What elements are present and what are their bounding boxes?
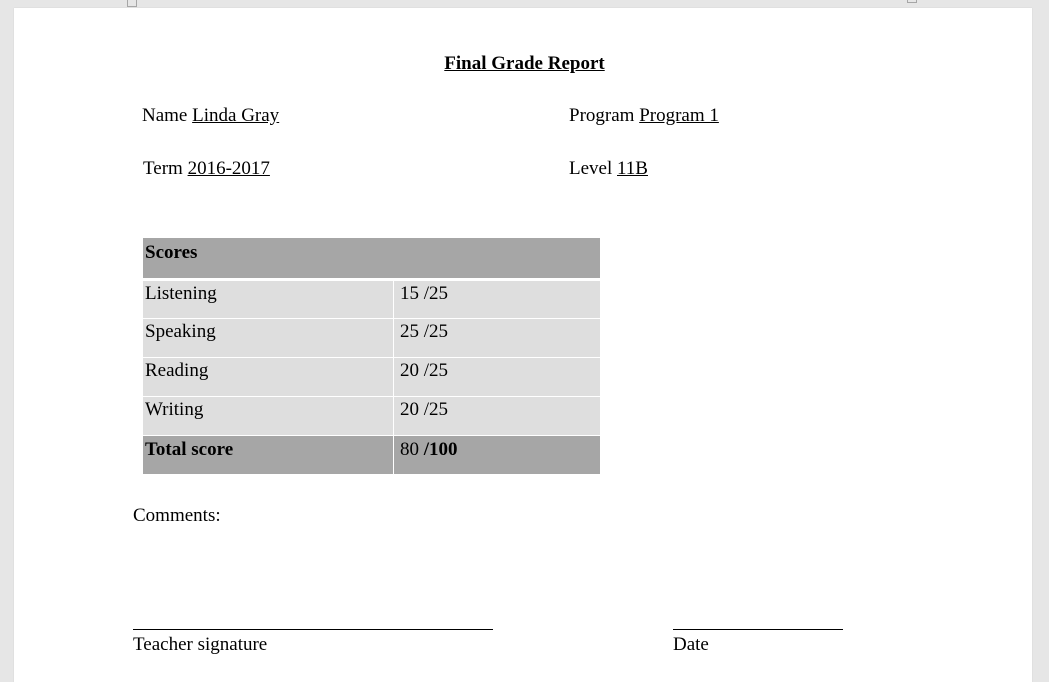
total-max: /100 <box>423 439 458 460</box>
term-label: Term <box>143 158 183 179</box>
total-label: Total score <box>143 436 394 475</box>
program-value: Program 1 <box>639 105 719 126</box>
scores-header-row <box>143 238 601 280</box>
crop-mark-left <box>127 0 137 7</box>
level-label: Level <box>569 158 613 179</box>
score-value-speaking <box>394 319 601 358</box>
score-number: 25 <box>400 321 419 342</box>
score-max: /25 <box>423 399 449 420</box>
teacher-signature-label: Teacher signature <box>133 634 268 655</box>
term-value: 2016-2017 <box>187 158 270 179</box>
score-value-writing <box>394 397 601 436</box>
score-label-writing: Writing <box>143 397 394 436</box>
teacher-signature-line <box>133 629 493 630</box>
table-row <box>143 319 601 358</box>
score-label-speaking: Speaking <box>143 319 394 358</box>
total-value <box>394 436 601 475</box>
date-label: Date <box>673 634 709 655</box>
score-label-listening: Listening <box>143 280 394 319</box>
scores-table <box>142 237 601 475</box>
score-max: /25 <box>423 283 449 304</box>
score-number: 15 <box>400 283 419 304</box>
scores-header: Scores <box>143 238 601 280</box>
score-number: 20 <box>400 360 419 381</box>
date-line <box>673 629 843 630</box>
program-field <box>569 105 719 127</box>
program-label: Program <box>569 105 635 126</box>
total-number: 80 <box>400 439 419 460</box>
comments-label: Comments: <box>133 505 221 526</box>
table-row <box>143 280 601 319</box>
total-row <box>143 436 601 475</box>
term-field <box>143 158 270 180</box>
name-value: Linda Gray <box>192 105 280 126</box>
score-value-reading <box>394 358 601 397</box>
score-value-listening <box>394 280 601 319</box>
report-title: Final Grade Report <box>444 53 605 74</box>
level-value: 11B <box>617 158 648 179</box>
score-number: 20 <box>400 399 419 420</box>
score-max: /25 <box>423 321 449 342</box>
table-row <box>143 358 601 397</box>
name-label: Name <box>142 105 188 126</box>
name-field <box>142 105 279 127</box>
table-row <box>143 397 601 436</box>
level-field <box>569 158 648 180</box>
score-label-reading: Reading <box>143 358 394 397</box>
crop-mark-right <box>907 0 917 3</box>
score-max: /25 <box>423 360 449 381</box>
